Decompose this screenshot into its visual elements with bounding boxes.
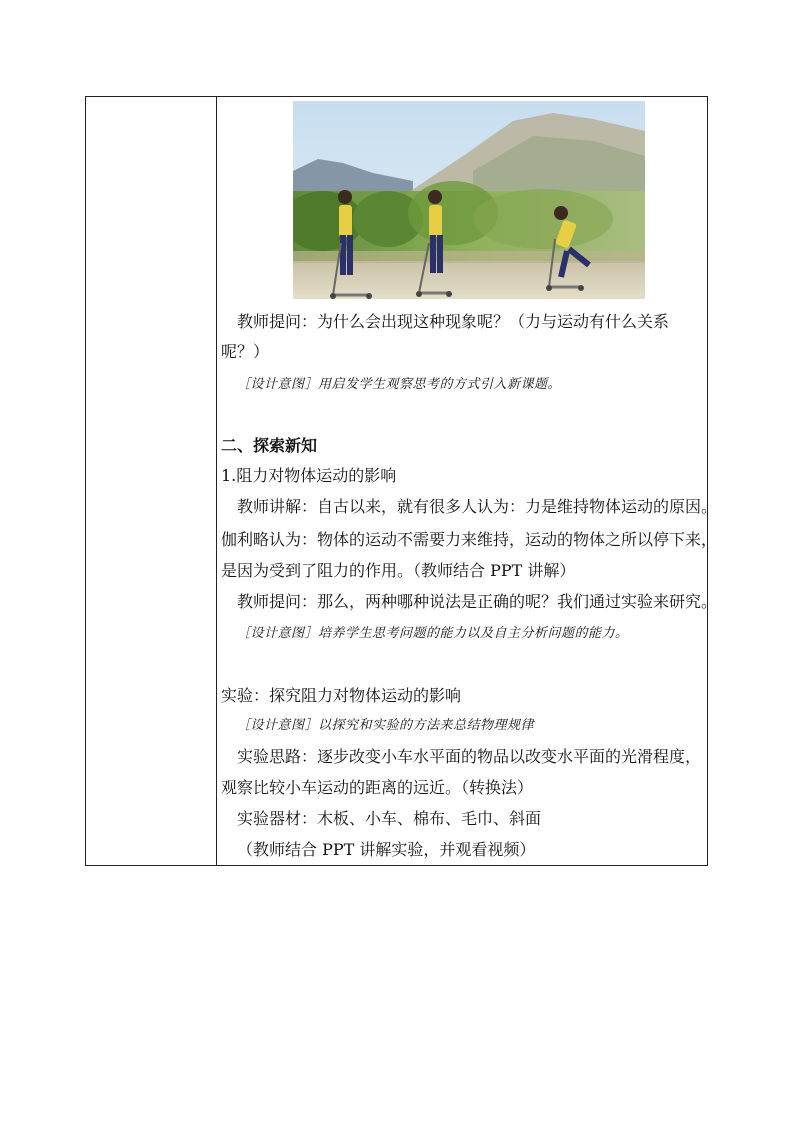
scooter-motion-photo xyxy=(293,101,645,299)
experiment-idea-line2: 观察比较小车运动的距离的远近。（转换法） xyxy=(221,778,534,797)
subsection-title-resistance: 1.阻力对物体运动的影响 xyxy=(221,466,397,485)
design-intent-2: ［设计意图］培养学生思考问题的能力以及自主分析问题的能力。 xyxy=(237,626,629,641)
scooter-photo-illustration xyxy=(293,101,645,299)
teacher-question-line2: 呢？） xyxy=(221,342,270,361)
experiment-title: 实验：探究阻力对物体运动的影响 xyxy=(221,686,462,705)
teacher-question-line1: 教师提问：为什么会出现这种现象呢？（力与运动有什么关系 xyxy=(237,312,670,331)
left-column-cell xyxy=(86,97,217,865)
section-title-explore: 二、探索新知 xyxy=(221,436,318,455)
ppt-video-note: （教师结合 PPT 讲解实验，并观看视频） xyxy=(237,840,536,859)
design-intent-3: ［设计意图］以探究和实验的方法来总结物理规律 xyxy=(237,718,535,733)
teacher-lecture-line1: 教师讲解：自古以来，就有很多人认为：力是维持物体运动的原因。 xyxy=(237,497,718,516)
teacher-lecture-line2: 伽利略认为：物体的运动不需要力来维持，运动的物体之所以停下来， xyxy=(221,530,718,549)
design-intent-1: ［设计意图］用启发学生观察思考的方式引入新课题。 xyxy=(237,377,562,392)
teacher-lecture-line3: 是因为受到了阻力的作用。（教师结合 PPT 讲解） xyxy=(221,561,576,580)
teacher-question-2: 教师提问：那么，两种哪种说法是正确的呢？我们通过实验来研究。 xyxy=(237,592,718,611)
experiment-idea-line1: 实验思路：逐步改变小车水平面的物品以改变水平面的光滑程度， xyxy=(237,747,702,766)
experiment-equipment: 实验器材：木板、小车、棉布、毛巾、斜面 xyxy=(237,809,542,828)
